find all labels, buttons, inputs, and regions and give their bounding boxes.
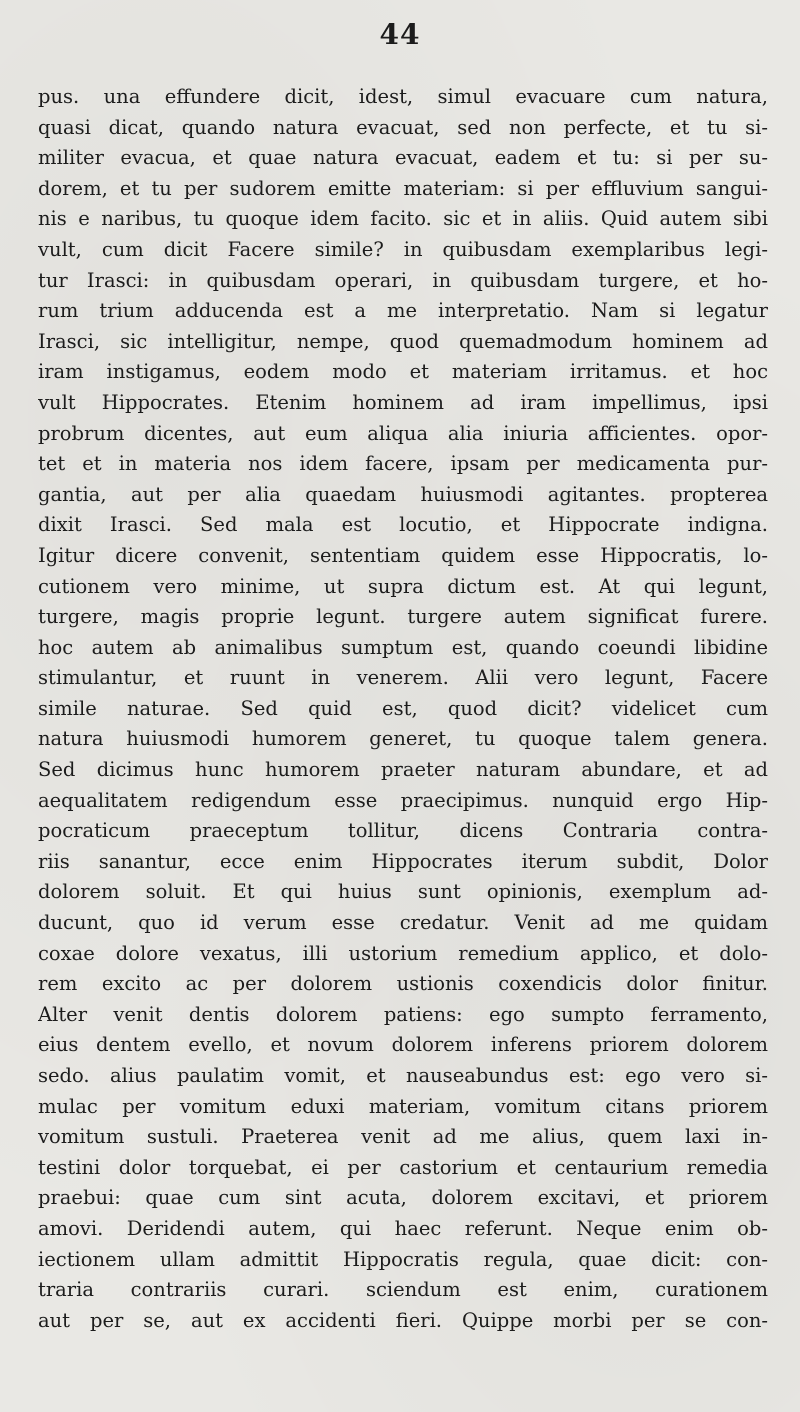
text-line: mulac per vomitum eduxi materiam, vomitum citans priorem bbox=[38, 1094, 768, 1118]
text-line: tet et in materia nos idem facere, ipsam per medicamenta pur- bbox=[38, 452, 768, 476]
text-line: Alter venit dentis dolorem patiens: ego sumpto ferramento, bbox=[38, 1002, 768, 1026]
text-line: hoc autem ab animalibus sumptum est, quando coeundi libidine bbox=[38, 635, 768, 659]
page-number: 44 bbox=[379, 18, 421, 51]
text-line: iectionem ullam admittit Hippocratis regula, quae dicit: con- bbox=[38, 1247, 768, 1271]
body-text bbox=[38, 82, 768, 1336]
text-line: iram instigamus, eodem modo et materiam irritamus. et hoc bbox=[38, 360, 768, 384]
text-line: pocraticum praeceptum tollitur, dicens Contraria contra- bbox=[38, 819, 768, 843]
text-line: dolorem soluit. Et qui huius sunt opinionis, exemplum ad- bbox=[38, 880, 768, 904]
text-line: testini dolor torquebat, ei per castorium et centaurium remedia bbox=[38, 1155, 768, 1179]
text-line: sedo. alius paulatim vomit, et nauseabundus est: ego vero si- bbox=[38, 1064, 768, 1087]
text-line: pus. una effundere dicit, idest, simul evacuare cum natura, bbox=[38, 85, 768, 108]
text-line: ducunt, quo id verum esse credatur. Venit ad me quidam bbox=[38, 911, 768, 935]
text-line: Irasci, sic intelligitur, nempe, quod quemadmodum hominem ad bbox=[38, 329, 768, 353]
text-line: vult, cum dicit Facere simile? in quibusdam exemplaribus legi- bbox=[38, 237, 768, 261]
text-line: rum trium adducenda est a me interpretatio. Nam si legatur bbox=[38, 299, 768, 323]
text-line: turgere, magis proprie legunt. turgere autem significat furere. bbox=[38, 605, 768, 629]
text-line: aequalitatem redigendum esse praecipimus. nunquid ergo Hip- bbox=[38, 788, 768, 812]
text-line: dixit Irasci. Sed mala est locutio, et Hippocrate indigna. bbox=[38, 513, 768, 537]
text-line: eius dentem evello, et novum dolorem inferens priorem dolorem bbox=[38, 1033, 768, 1057]
text-line: Igitur dicere convenit, sententiam quidem esse Hippocratis, lo- bbox=[38, 543, 768, 567]
text-line: rem excito ac per dolorem ustionis coxendicis dolor finitur. bbox=[38, 972, 768, 996]
text-line: dorem, et tu per sudorem emitte materiam: si per effluvium sangui- bbox=[38, 176, 768, 200]
text-line: gantia, aut per alia quaedam huiusmodi agitantes. propterea bbox=[38, 482, 768, 506]
text-line: vomitum sustuli. Praeterea venit ad me alius, quem laxi in- bbox=[38, 1125, 768, 1149]
text-line: probrum dicentes, aut eum aliqua alia iniuria afficientes. opor- bbox=[38, 421, 768, 445]
text-line: militer evacua, et quae natura evacuat, eadem et tu: si per su- bbox=[38, 146, 768, 170]
text-line: quasi dicat, quando natura evacuat, sed non perfecte, et tu si- bbox=[38, 115, 768, 139]
text-line: stimulantur, et ruunt in venerem. Alii vero legunt, Facere bbox=[38, 666, 768, 690]
text-line: nis e naribus, tu quoque idem facito. sic et in aliis. Quid autem sibi bbox=[38, 207, 768, 231]
text-line: coxae dolore vexatus, illi ustorium remedium applico, et dolo- bbox=[38, 941, 768, 965]
text-line: vult Hippocrates. Etenim hominem ad iram impellimus, ipsi bbox=[38, 390, 768, 414]
text-line: natura huiusmodi humorem generet, tu quoque talem genera. bbox=[38, 727, 768, 751]
text-line: Sed dicimus hunc humorem praeter naturam abundare, et ad bbox=[38, 758, 768, 782]
text-line: amovi. Deridendi autem, qui haec referunt. Neque enim ob- bbox=[38, 1216, 768, 1240]
text-line: tur Irasci: in quibusdam operari, in quibusdam turgere, et ho- bbox=[38, 268, 768, 292]
text-line: riis sanantur, ecce enim Hippocrates iterum subdit, Dolor bbox=[38, 849, 768, 873]
text-line: simile naturae. Sed quid est, quod dicit? videlicet cum bbox=[38, 696, 768, 720]
text-line: traria contrariis curari. sciendum est enim, curationem bbox=[38, 1278, 768, 1302]
text-line: cutionem vero minime, ut supra dictum est. At qui legunt, bbox=[38, 574, 768, 598]
text-line: aut per se, aut ex accidenti fieri. Quippe morbi per se con- bbox=[38, 1308, 768, 1332]
text-line: praebui: quae cum sint acuta, dolorem excitavi, et priorem bbox=[38, 1186, 768, 1210]
